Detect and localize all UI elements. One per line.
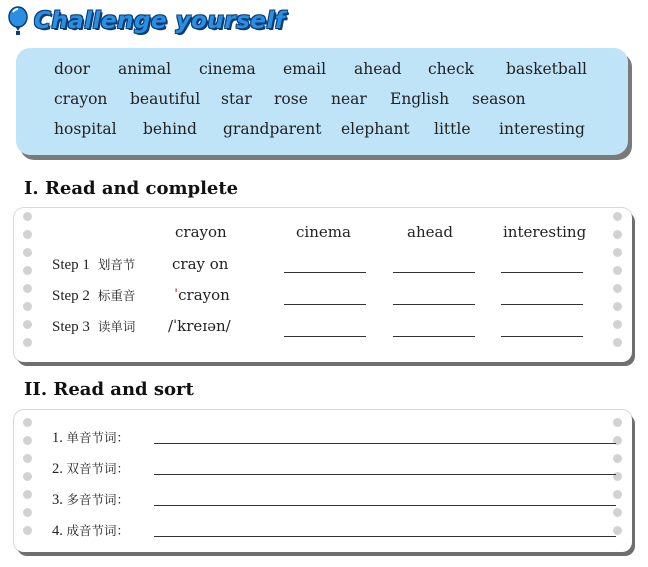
sort-item: 1. 单音节词： [52,430,130,446]
section-heading: I. Read and complete [24,178,239,199]
example-cell: /ˈkreɪən/ [168,317,231,335]
column-header: ahead [407,223,454,241]
word: season [472,90,526,108]
word: rose [274,90,308,108]
answer-line[interactable] [154,474,616,475]
answer-line[interactable] [154,536,616,537]
word: beautiful [130,90,201,108]
step-label: Step 3 读单词 [52,319,136,335]
word: grandparent [223,120,322,138]
column-header: interesting [503,223,587,241]
example-cell: cray on [172,255,229,273]
answer-blank[interactable] [393,336,475,337]
binding-dots-left [22,208,34,362]
word: near [331,90,367,108]
answer-blank[interactable] [284,272,366,273]
word: ahead [354,60,402,78]
word-bank [16,48,628,155]
word: email [283,60,327,78]
sort-card [14,410,632,552]
word: behind [143,120,197,138]
binding-dots-right [612,410,624,552]
step-label: Step 1 划音节 [52,257,136,273]
word: basketball [506,60,587,78]
word: star [221,90,252,108]
word: cinema [199,60,256,78]
answer-line[interactable] [154,505,616,506]
binding-dots-left [22,410,34,552]
stress-mark: ˈ [174,286,179,304]
word: check [428,60,474,78]
answer-blank[interactable] [393,272,475,273]
binding-dots-right [612,208,624,362]
step-label: Step 2 标重音 [52,288,136,304]
answer-blank[interactable] [284,336,366,337]
section-heading: II. Read and sort [24,379,194,400]
balloon-icon [6,6,30,36]
example-cell: ˈcrayon [174,286,230,304]
word: hospital [54,120,117,138]
sort-item: 3. 多音节词： [52,492,130,508]
column-header: crayon [175,223,227,241]
answer-blank[interactable] [501,336,583,337]
page-title: Challenge yourself [34,8,286,34]
answer-blank[interactable] [501,304,583,305]
word: English [390,90,450,108]
word: little [434,120,471,138]
word: interesting [499,120,585,138]
word: elephant [341,120,410,138]
column-header: cinema [296,223,351,241]
word: animal [118,60,172,78]
sort-item: 4. 成音节词： [52,523,130,539]
section-header [6,4,285,38]
answer-blank[interactable] [501,272,583,273]
word: door [54,60,90,78]
answer-line[interactable] [154,443,616,444]
answer-blank[interactable] [284,304,366,305]
word: crayon [54,90,108,108]
complete-card [14,208,632,362]
answer-blank[interactable] [393,304,475,305]
sort-item: 2. 双音节词： [52,461,130,477]
